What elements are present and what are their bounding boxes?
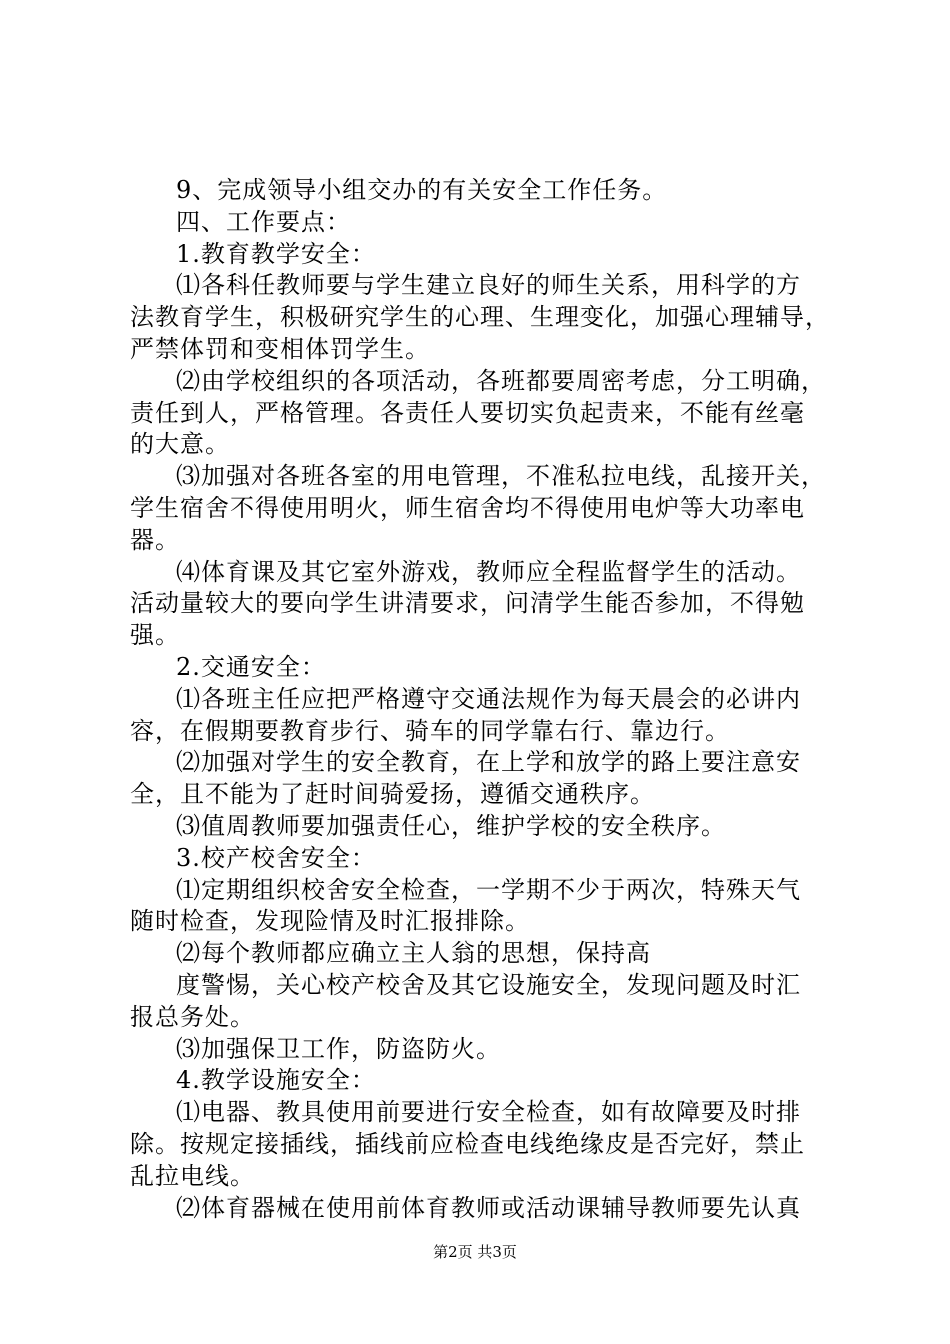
document-body xyxy=(130,175,830,1224)
page-footer: 第2页 共3页 xyxy=(433,1243,517,1261)
text-line: ⑴各班主任应把严格遵守交通法规作为每天晨会的必讲内 xyxy=(176,684,801,713)
text-line: 1.教育教学安全： xyxy=(176,239,376,268)
text-line: ⑵加强对学生的安全教育，在上学和放学的路上要注意安 xyxy=(176,748,801,777)
text-line: 法教育学生，积极研究学生的心理、生理变化，加强心理辅导， xyxy=(130,303,830,332)
text-line: 四、工作要点： xyxy=(176,207,351,236)
text-line: ⑵由学校组织的各项活动，各班都要周密考虑，分工明确， xyxy=(176,366,826,395)
text-line: ⑵每个教师都应确立主人翁的思想，保持高 xyxy=(176,939,651,968)
text-line: 责任到人，严格管理。各责任人要切实负起责来，不能有丝毫 xyxy=(130,398,805,427)
text-line: 严禁体罚和变相体罚学生。 xyxy=(130,334,430,363)
text-line: ⑷体育课及其它室外游戏，教师应全程监督学生的活动。 xyxy=(176,557,801,586)
text-line: ⑶加强对各班各室的用电管理，不准私拉电线，乱接开关， xyxy=(176,462,826,491)
text-line: 随时检查，发现险情及时汇报排除。 xyxy=(130,907,530,936)
text-line: ⑶加强保卫工作，防盗防火。 xyxy=(176,1034,501,1063)
text-line: 乱拉电线。 xyxy=(130,1161,255,1190)
text-line: 容，在假期要教育步行、骑车的同学靠右行、靠边行。 xyxy=(130,716,730,745)
text-line: 报总务处。 xyxy=(130,1002,255,1031)
text-line: ⑴各科任教师要与学生建立良好的师生关系，用科学的方 xyxy=(176,271,801,300)
text-line: ⑵体育器械在使用前体育教师或活动课辅导教师要先认真 xyxy=(176,1193,801,1222)
text-line: 9、完成领导小组交办的有关安全工作任务。 xyxy=(176,176,668,204)
text-line: ⑴电器、教具使用前要进行安全检查，如有故障要及时排 xyxy=(176,1098,801,1127)
text-line: ⑴定期组织校舍安全检查，一学期不少于两次，特殊天气 xyxy=(176,875,801,904)
text-line: 除。按规定接插线，插线前应检查电线绝缘皮是否完好，禁止 xyxy=(130,1129,805,1158)
text-line: 的大意。 xyxy=(130,430,230,459)
text-line: 全，且不能为了赶时间骑爱扬，遵循交通秩序。 xyxy=(130,780,655,809)
text-line: 器。 xyxy=(130,525,180,554)
text-line: 学生宿舍不得使用明火，师生宿舍均不得使用电炉等大功率电 xyxy=(130,493,805,522)
text-line: 3.校产校舍安全： xyxy=(176,843,376,872)
text-line: 2.交通安全： xyxy=(176,652,326,681)
text-line: 强。 xyxy=(130,621,180,650)
text-line: 度警惕，关心校产校舍及其它设施安全，发现问题及时汇 xyxy=(176,970,801,999)
text-line: 4.教学设施安全： xyxy=(176,1066,376,1095)
text-line: ⑶值周教师要加强责任心，维护学校的安全秩序。 xyxy=(176,811,726,840)
text-line: 活动量较大的要向学生讲清要求，问清学生能否参加，不得勉 xyxy=(130,589,805,618)
